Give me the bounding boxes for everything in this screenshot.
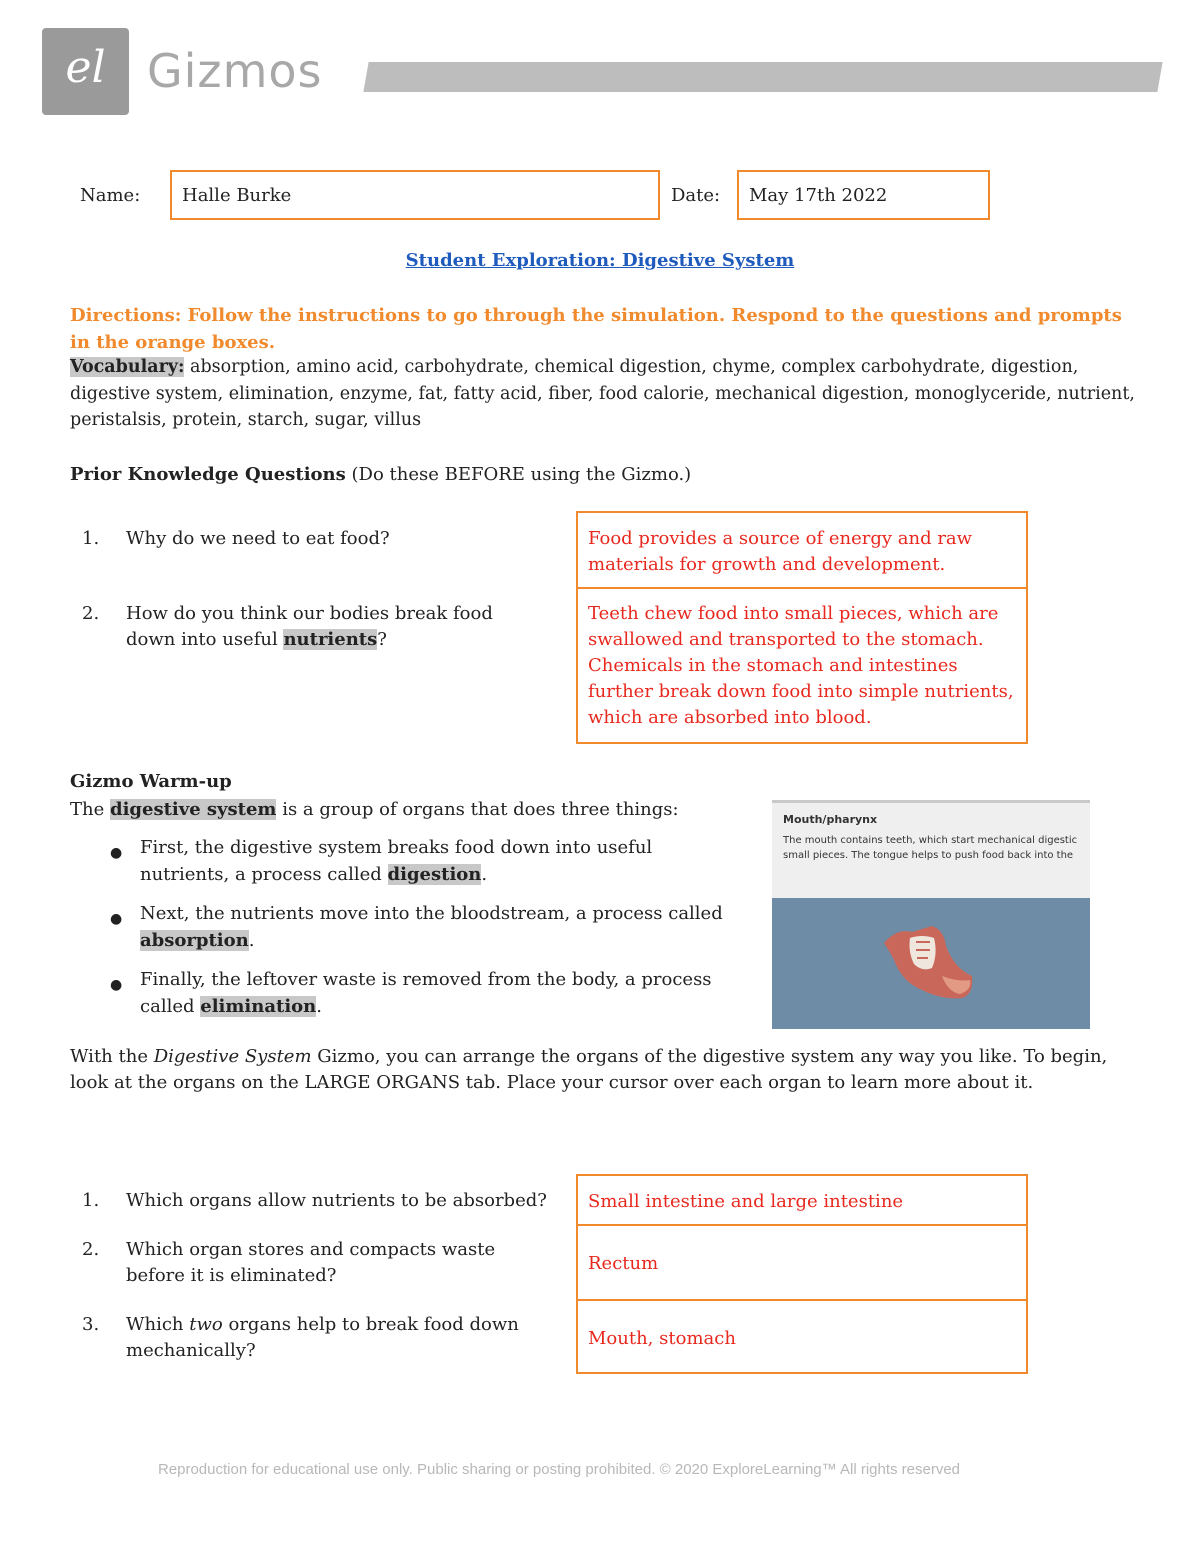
logo: [42, 28, 129, 115]
answer-divider: [578, 1224, 1026, 1226]
page-title[interactable]: Student Exploration: Digestive System: [405, 250, 795, 271]
vocabulary-terms: absorption, amino acid, carbohydrate, chemical digestion, chyme, complex carbohydrate, digestion, digestive system, elimination, enzyme, fat, fatty acid, fiber, food calorie, mechanical digestion, monoglyceride, nutrient, peristalsis, protein, starch, sugar, villus: [70, 357, 1135, 430]
header-bar: [363, 62, 1162, 92]
simulation-image: [772, 800, 1090, 1029]
warmup-a2[interactable]: Rectum: [588, 1253, 659, 1274]
simulation-text: The mouth contains teeth, which start mechanical digestic small pieces. The tongue helps to push food back into the: [783, 835, 1078, 861]
warmup-heading: Gizmo Warm-up: [70, 771, 232, 792]
answer-divider: [578, 587, 1026, 589]
list-item: ● Finally, the leftover waste is removed from the body, a process called elimination.: [110, 969, 712, 1017]
prior-a2[interactable]: Teeth chew food into small pieces, which are swallowed and transported to the stomach. Chemicals in the stomach and intestines further break down food into simple nutrients, which are absorbed into blood.: [588, 603, 1014, 728]
warmup-q2-text: Which organ stores and compacts waste before it is eliminated?: [126, 1239, 496, 1286]
footer: Reproduction for educational use only. Public sharing or posting prohibited. © 2020 ExploreLearning™ All rights reserved: [157, 1461, 961, 1478]
name-label: Name:: [80, 185, 141, 206]
answer-divider: [578, 1299, 1026, 1301]
vocabulary: [70, 354, 1140, 434]
warmup-a1[interactable]: Small intestine and large intestine: [588, 1191, 904, 1212]
warmup-a3[interactable]: Mouth, stomach: [588, 1328, 736, 1349]
list-item: ● First, the digestive system breaks food down into useful nutrients, a process called digestion.: [110, 837, 653, 885]
prior-q2-number: 2.: [82, 603, 100, 624]
prior-a1[interactable]: Food provides a source of energy and raw materials for growth and development.: [588, 528, 973, 575]
warmup-q1-number: 1.: [82, 1190, 100, 1211]
warmup-q3-text: Which two organs help to break food down mechanically?: [126, 1314, 519, 1361]
prior-knowledge-heading: Prior Knowledge Questions (Do these BEFORE using the Gizmo.): [70, 464, 692, 485]
logo-mark: el: [65, 42, 106, 93]
prior-answers-box: [576, 511, 1028, 744]
warmup-paragraph: With the Digestive System Gizmo, you can arrange the organs of the digestive system any way you like. To begin, look at the organs on the LARGE ORGANS tab. Place your cursor over each organ to learn more about it.: [70, 1046, 1108, 1093]
warmup-q1-text: Which organs allow nutrients to be absorbed?: [126, 1190, 547, 1211]
list-item: ● Next, the nutrients move into the bloodstream, a process called absorption.: [110, 903, 723, 951]
simulation-viewport: [772, 898, 1090, 1029]
warmup-bullets: [70, 834, 740, 1032]
mouth-organ-icon: [772, 898, 1090, 1029]
date-field[interactable]: May 17th 2022: [737, 170, 990, 220]
date-label: Date:: [671, 185, 721, 206]
simulation-info-panel: [772, 800, 1090, 898]
prior-q1-text: Why do we need to eat food?: [126, 528, 390, 549]
warmup-q2-number: 2.: [82, 1239, 100, 1260]
prior-q2-text: How do you think our bodies break food down into useful nutrients?: [126, 603, 493, 650]
warmup-q3-number: 3.: [82, 1314, 100, 1335]
warmup-intro: The digestive system is a group of organs that does three things:: [70, 799, 679, 820]
brand-name: Gizmos: [147, 44, 323, 98]
directions: Directions: Follow the instructions to go through the simulation. Respond to the questions and prompts in the orange boxes.: [70, 305, 1122, 353]
vocabulary-label: Vocabulary:: [70, 357, 185, 377]
name-field[interactable]: Halle Burke: [170, 170, 660, 220]
warmup-answers-box: [576, 1174, 1028, 1374]
simulation-heading: Mouth/pharynx: [783, 813, 878, 826]
prior-q1-number: 1.: [82, 528, 100, 549]
